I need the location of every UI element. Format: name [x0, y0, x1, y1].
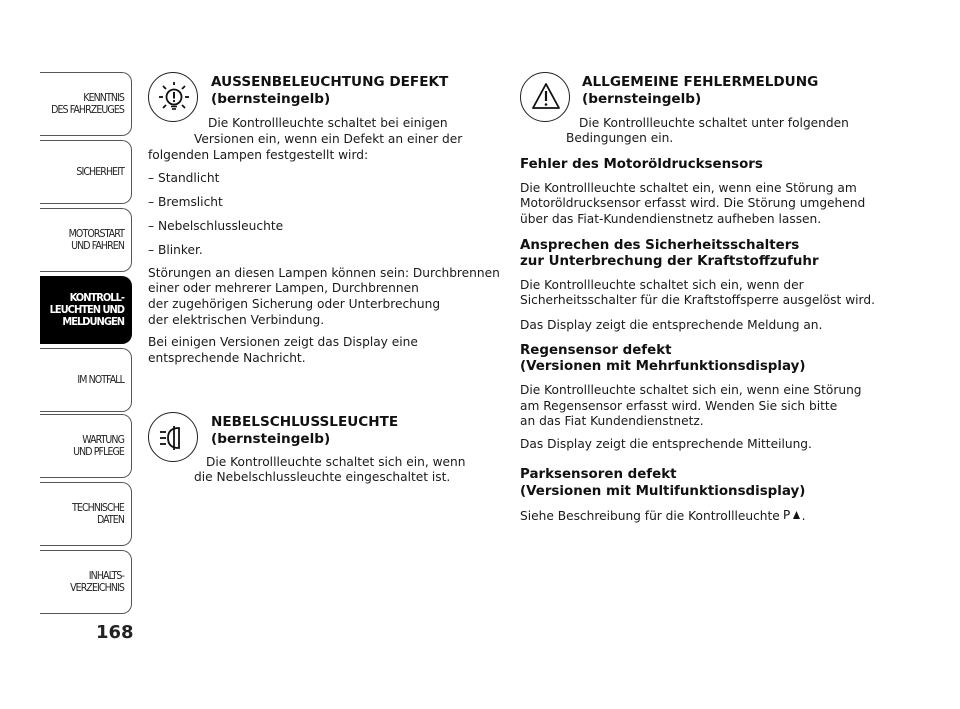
paragraph-line: an das Fiat Kundendienstnetz.	[520, 414, 704, 428]
subsection-heading: Parksensoren defekt	[520, 467, 677, 482]
paragraph-end: .	[801, 509, 806, 523]
paragraph-line: Störungen an diesen Lampen können sein: Durchbrennen	[148, 266, 500, 280]
paragraph-line: der elektrischen Verbindung.	[148, 313, 325, 327]
paragraph-line: am Regensensor erfasst wird. Wenden Sie sich bitte	[520, 399, 838, 413]
subsection-heading: (Versionen mit Mehrfunktionsdisplay)	[520, 359, 806, 374]
tab-inhaltsverzeichnis[interactable]: INHALTS- VERZEICHNIS	[40, 550, 132, 614]
tab-sicherheit[interactable]: SICHERHEIT	[40, 140, 132, 204]
subsection-heading: Fehler des Motoröldrucksensors	[520, 157, 763, 172]
subsection-heading: Regensensor defekt	[520, 343, 672, 358]
paragraph-line: Motoröldrucksensor erfasst wird. Die Störung umgehend	[520, 196, 866, 210]
paragraph-line: Das Display zeigt die entsprechende Meldung an.	[520, 318, 823, 332]
paragraph-line: Die Kontrollleuchte schaltet sich ein, wenn	[206, 455, 466, 469]
subsection-heading: (Versionen mit Multifunktionsdisplay)	[520, 484, 806, 499]
tab-kontrollleuchten[interactable]: KONTROLL- LEUCHTEN UND MELDUNGEN	[40, 276, 132, 344]
paragraph-line: Sicherheitsschalter für die Kraftstoffsperre ausgelöst wird.	[520, 293, 875, 307]
general-warning-triangle-icon	[520, 72, 570, 122]
list-item: – Nebelschlussleuchte	[148, 219, 284, 233]
tab-kenntnis[interactable]: KENNTNIS DES FAHRZEUGES	[40, 72, 132, 136]
section-title: AUSSENBELEUCHTUNG DEFEKT	[211, 74, 449, 90]
section-subtitle: (bernsteingelb)	[582, 91, 702, 107]
paragraph-text: Siehe Beschreibung für die Kontrollleuchte	[520, 509, 780, 523]
section-title: ALLGEMEINE FEHLERMELDUNG	[582, 74, 819, 90]
paragraph-line: Versionen ein, wenn ein Defekt an einer der	[194, 132, 463, 146]
paragraph-line: Die Kontrollleuchte schaltet sich ein, wenn eine Störung	[520, 383, 862, 397]
list-item: – Standlicht	[148, 171, 220, 185]
paragraph-line: Die Kontrollleuchte schaltet sich ein, wenn der	[520, 278, 804, 292]
paragraph-line: die Nebelschlussleuchte eingeschaltet ist.	[194, 470, 451, 484]
page-number: 168	[96, 622, 134, 643]
section-subtitle: (bernsteingelb)	[211, 91, 331, 107]
section-subtitle: (bernsteingelb)	[211, 431, 331, 447]
paragraph-line: der zugehörigen Sicherung oder Unterbrechung	[148, 297, 441, 311]
paragraph-line: einer oder mehrerer Lampen, Durchbrennen	[148, 281, 419, 295]
paragraph-line: Die Kontrollleuchte schaltet ein, wenn eine Störung am	[520, 181, 857, 195]
exterior-light-fault-icon	[148, 72, 198, 122]
tab-technische-daten[interactable]: TECHNISCHE DATEN	[40, 482, 132, 546]
paragraph-line: Bei einigen Versionen zeigt das Display eine	[148, 335, 418, 349]
paragraph-line: Bedingungen ein.	[566, 131, 674, 145]
tab-motorstart[interactable]: MOTORSTART UND FAHREN	[40, 208, 132, 272]
subsection-heading: Ansprechen des Sicherheitsschalters	[520, 238, 800, 253]
list-item: – Blinker.	[148, 243, 203, 257]
subsection-heading: zur Unterbrechung der Kraftstoffzufuhr	[520, 254, 819, 269]
tab-im-notfall[interactable]: IM NOTFALL	[40, 348, 132, 412]
paragraph-line	[520, 508, 806, 525]
paragraph-line: Die Kontrollleuchte schaltet unter folgenden	[579, 116, 849, 130]
paragraph-line: Das Display zeigt die entsprechende Mitteilung.	[520, 437, 812, 451]
paragraph-line: Die Kontrollleuchte schaltet bei einigen	[208, 116, 448, 130]
list-item: – Bremslicht	[148, 195, 223, 209]
section-title: NEBELSCHLUSSLEUCHTE	[211, 414, 399, 430]
park-sensor-icon	[783, 508, 802, 521]
tab-wartung[interactable]: WARTUNG UND PFLEGE	[40, 414, 132, 478]
svg-text:P: P	[782, 508, 790, 521]
paragraph-line: folgenden Lampen festgestellt wird:	[148, 148, 369, 162]
paragraph-line: entsprechende Nachricht.	[148, 351, 306, 365]
rear-fog-light-icon	[148, 412, 198, 462]
paragraph-line: über das Fiat-Kundendienstnetz aufheben lassen.	[520, 212, 822, 226]
